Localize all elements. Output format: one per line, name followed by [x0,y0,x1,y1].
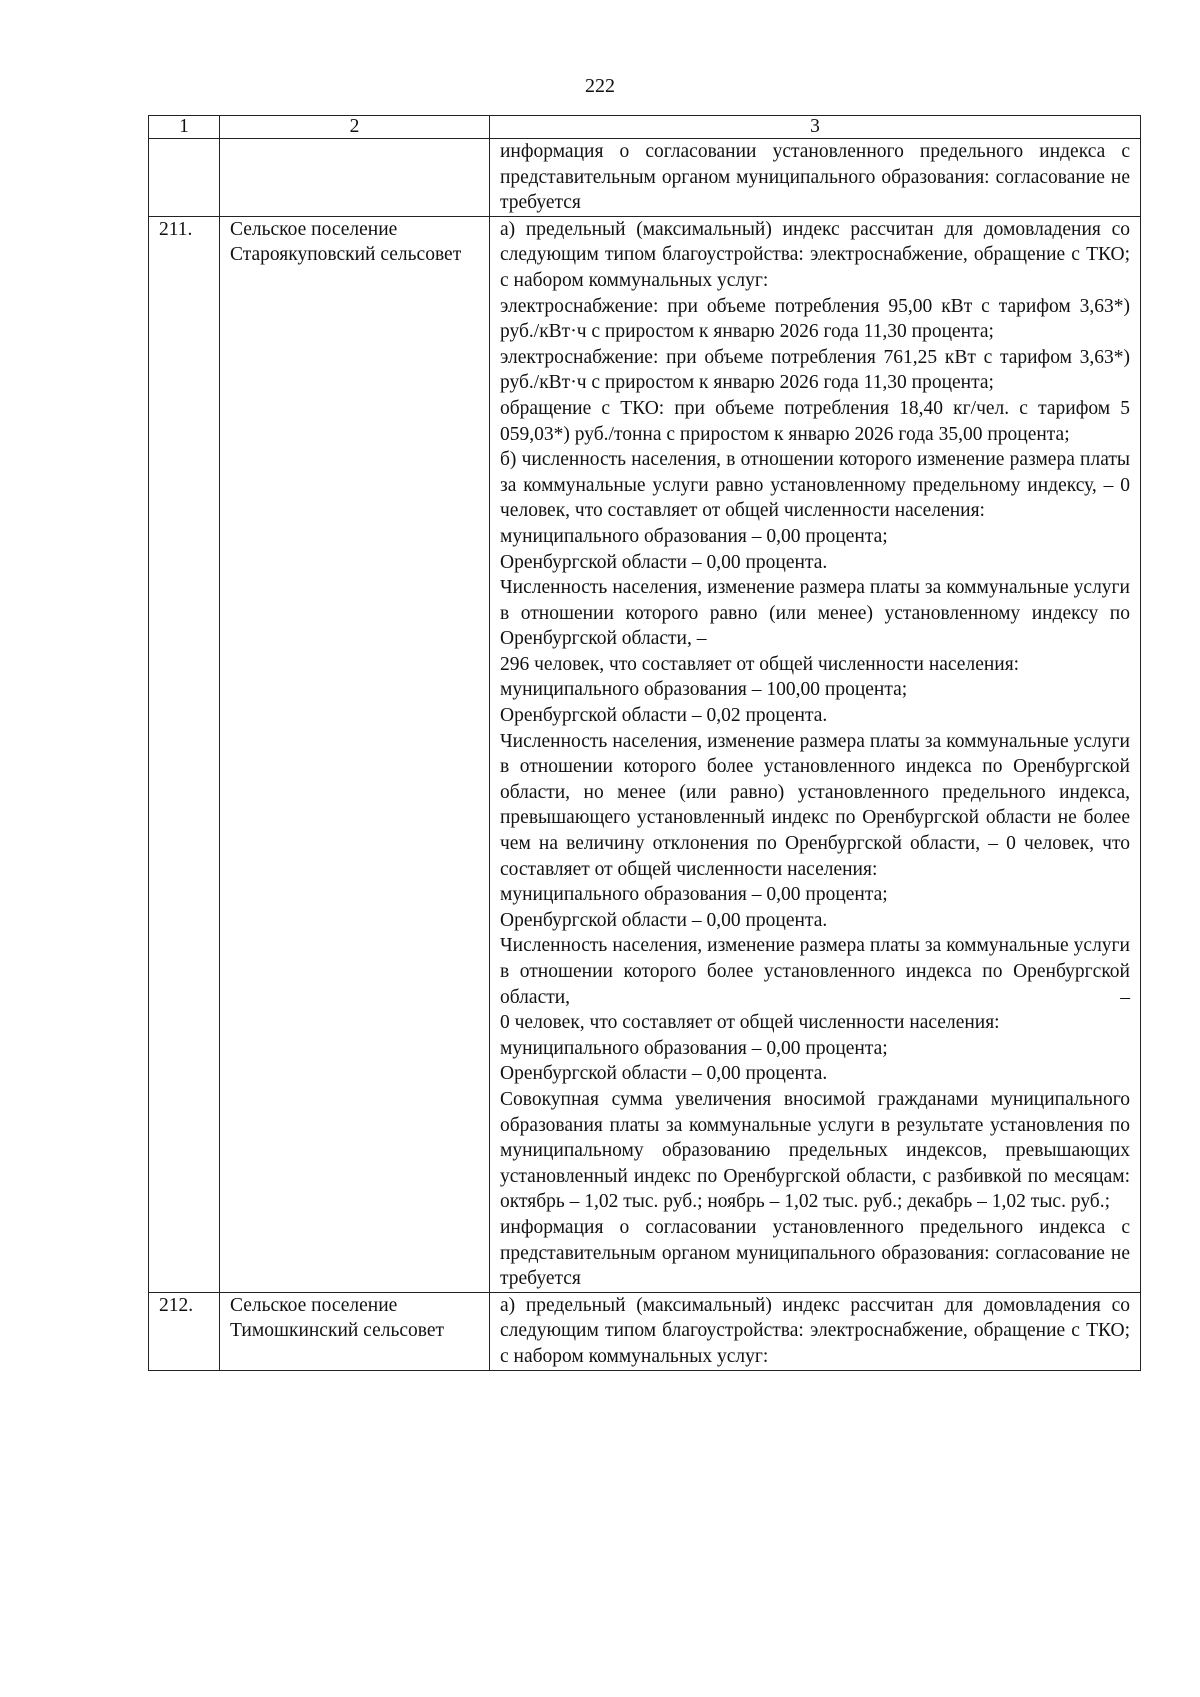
header-col-3: 3 [490,116,1141,139]
paragraph: Оренбургской области – 0,00 процента. [500,1063,828,1085]
table-row-211 [149,216,1141,1292]
table-row-continuation [149,139,1141,217]
document-table [148,115,1141,1371]
header-col-2: 2 [220,116,490,139]
paragraph: муниципального образования – 0,00 процента; [500,1037,888,1059]
row-number-cell [149,139,220,217]
continuation-paragraph: информация о согласовании установленного предельного индекса с представительным органом муниципального образования: согласование не требуется [500,141,1130,214]
entry-name: Сельское поселение Тимошкинский сельсовет [220,1292,490,1370]
row-name-cell [220,139,490,217]
paragraph: Оренбургской области – 0,02 процента. [500,705,828,727]
paragraph: Численность населения, изменение размера платы за коммунальные услуги в отношении которого равно (или менее) установленному индексу по Оренбургской области, – [500,577,1130,650]
entry-number: 211. [149,216,220,1292]
header-col-1: 1 [149,116,220,139]
entry-content [490,216,1141,1292]
paragraph: электроснабжение: при объеме потребления 761,25 кВт с тарифом 3,63*) руб./кВт·ч с приростом к январю 2026 года 11,30 процента; [500,346,1130,394]
paragraph: электроснабжение: при объеме потребления 95,00 кВт с тарифом 3,63*) руб./кВт·ч с приростом к январю 2026 года 11,30 процента; [500,295,1130,343]
paragraph: а) предельный (максимальный) индекс рассчитан для домовладения со следующим типом благоустройства: электроснабжение, обращение с ТКО; с набором коммунальных услуг: [500,1294,1130,1367]
paragraph: б) численность населения, в отношении которого изменение размера платы за коммунальные услуги равно установленному предельному индексу, – 0 человек, что составляет от общей численности населения: [500,449,1130,522]
table-row-212 [149,1292,1141,1370]
page-number: 222 [585,75,615,97]
entry-content [490,1292,1141,1370]
paragraph: а) предельный (максимальный) индекс рассчитан для домовладения со следующим типом благоустройства: электроснабжение, обращение с ТКО; с набором коммунальных услуг: [500,218,1130,291]
paragraph: 296 человек, что составляет от общей численности населения: [500,653,1020,675]
paragraph: муниципального образования – 100,00 процента; [500,679,908,701]
entry-number: 212. [149,1292,220,1370]
paragraph: обращение с ТКО: при объеме потребления 18,40 кг/чел. с тарифом 5 059,03*) руб./тонна с приростом к январю 2026 года 35,00 процента; [500,397,1130,445]
row-content-cell [490,139,1141,217]
paragraph: Оренбургской области – 0,00 процента. [500,551,828,573]
paragraph: 0 человек, что составляет от общей численности населения: [500,1012,1000,1034]
table-header-row [149,116,1141,139]
paragraph: Оренбургской области – 0,00 процента. [500,909,828,931]
paragraph: муниципального образования – 0,00 процента; [500,884,888,906]
paragraph: информация о согласовании установленного предельного индекса с представительным органом муниципального образования: согласование не требуется [500,1216,1130,1290]
paragraph: Численность населения, изменение размера платы за коммунальные услуги в отношении которого более установленного индекса по Оренбургской области, но менее (или равно) установленного предельного индекса, превышающего установленный индекс по Оренбургской области не более чем на величину отклонения по Оренбургской области, – 0 человек, что составляет от общей численности населения: [500,730,1130,880]
paragraph: Совокупная сумма увеличения вносимой гражданами муниципального образования платы за коммунальные услуги в результате установления по муниципальному образованию предельных индексов, превышающих установленный индекс по Оренбургской области, с разбивкой по месяцам: октябрь – 1,02 тыс. руб.; ноябрь – 1,02 тыс. руб.; декабрь – 1,02 тыс. руб.; [500,1088,1130,1213]
entry-name: Сельское поселение Староякуповский сельсовет [220,216,490,1292]
paragraph: Численность населения, изменение размера платы за коммунальные услуги в отношении которого более установленного индекса по Оренбургской области, – [500,935,1130,1008]
paragraph: муниципального образования – 0,00 процента; [500,525,888,547]
